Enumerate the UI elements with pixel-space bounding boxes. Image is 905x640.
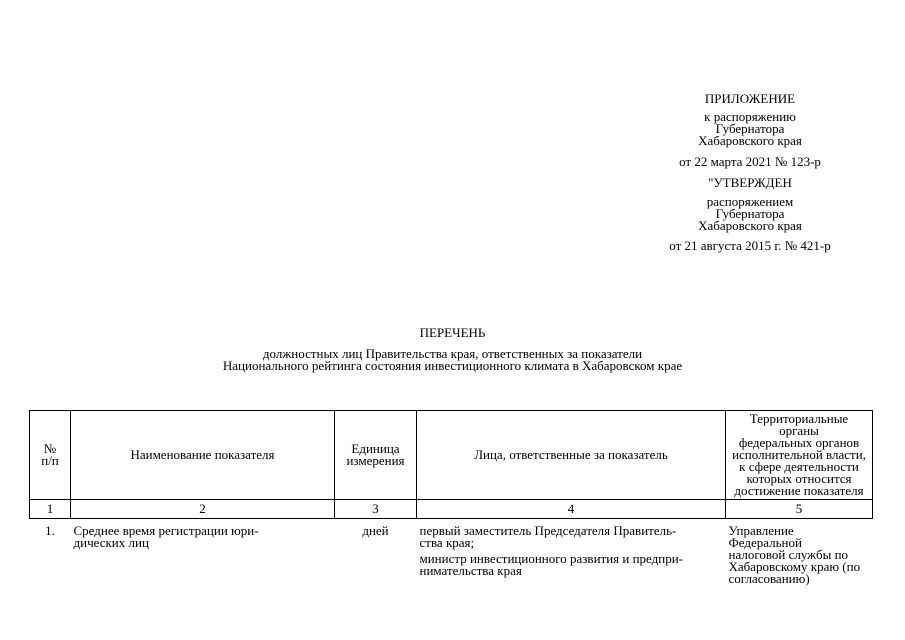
column-number: 4 xyxy=(417,500,726,519)
header-indicator: Наименование показателя xyxy=(71,411,335,500)
row-terr-line1: Управление Федеральной xyxy=(728,523,802,550)
column-number: 2 xyxy=(71,500,335,519)
indicators-table xyxy=(29,410,873,585)
row-responsible2-line2: нимательства края xyxy=(419,563,522,578)
row-responsible2-line1: министр инвестиционного развития и предпри- xyxy=(419,551,684,566)
header-terr-line5: которых относится xyxy=(746,471,852,486)
approved-by-line: распоряжением xyxy=(706,194,794,209)
row-number: 1. xyxy=(45,523,55,538)
document-subtitle-line2: Национального рейтинга состояния инвестиционного климата в Хабаровском крае xyxy=(222,358,683,373)
header-unit-line1: Единица xyxy=(351,441,400,456)
row-unit: дней xyxy=(362,523,389,538)
row-territorial-body xyxy=(726,519,873,586)
appendix-date-line: от 22 марта 2021 № 123-р xyxy=(679,154,821,169)
header-terr-line1: Территориальные органы xyxy=(749,411,849,438)
column-number: 1 xyxy=(30,500,71,519)
row-terr-line2: налоговой службы по xyxy=(728,547,849,562)
table-header-row xyxy=(30,411,873,500)
appendix-governor-line: Губернатора xyxy=(715,121,785,136)
table-row xyxy=(30,519,873,586)
row-terr-line4: согласованию) xyxy=(728,571,810,586)
header-unit-line2: измерения xyxy=(346,453,405,468)
approved-date-line: от 21 августа 2015 г. № 421-р xyxy=(669,238,831,253)
row-responsible1-line2: ства края; xyxy=(419,535,475,550)
header-terr-line4: к сфере деятельности xyxy=(739,459,859,474)
header-terr-line2: федеральных органов xyxy=(738,435,860,450)
row-indicator-line1: Среднее время регистрации юри- xyxy=(73,523,259,538)
appendix-to-line: к распоряжению xyxy=(704,109,796,124)
header-number-line1: № xyxy=(43,441,57,456)
appendix-title: ПРИЛОЖЕНИЕ xyxy=(704,91,796,106)
header-terr-line3: исполнительной власти, xyxy=(732,447,866,462)
header-unit xyxy=(335,411,417,500)
header-responsible: Лица, ответственные за показатель xyxy=(417,411,726,500)
column-number: 3 xyxy=(335,500,417,519)
column-number: 5 xyxy=(726,500,873,519)
row-terr-line3: Хабаровскому краю (по xyxy=(728,559,861,574)
appendix-region-line: Хабаровского края xyxy=(698,133,802,148)
row-responsible1-line1: первый заместитель Председателя Правитель- xyxy=(419,523,677,538)
header-number-line2: п/п xyxy=(41,453,59,468)
document-subtitle-line1: должностных лиц Правительства края, ответственных за показатели xyxy=(262,346,643,361)
approved-governor-line: Губернатора xyxy=(715,206,785,221)
header-terr-line6: достижение показателя xyxy=(734,483,864,498)
approved-title: "УТВЕРЖДЕН xyxy=(708,175,792,190)
row-indicator-line2: дических лиц xyxy=(73,535,149,550)
header-number xyxy=(30,411,71,500)
document-title: ПЕРЕЧЕНЬ xyxy=(419,325,486,340)
column-numbers-row xyxy=(30,500,873,519)
header-territorial-bodies xyxy=(726,411,873,500)
row-indicator xyxy=(71,519,335,586)
row-responsible xyxy=(417,519,726,586)
approved-region-line: Хабаровского края xyxy=(698,218,802,233)
